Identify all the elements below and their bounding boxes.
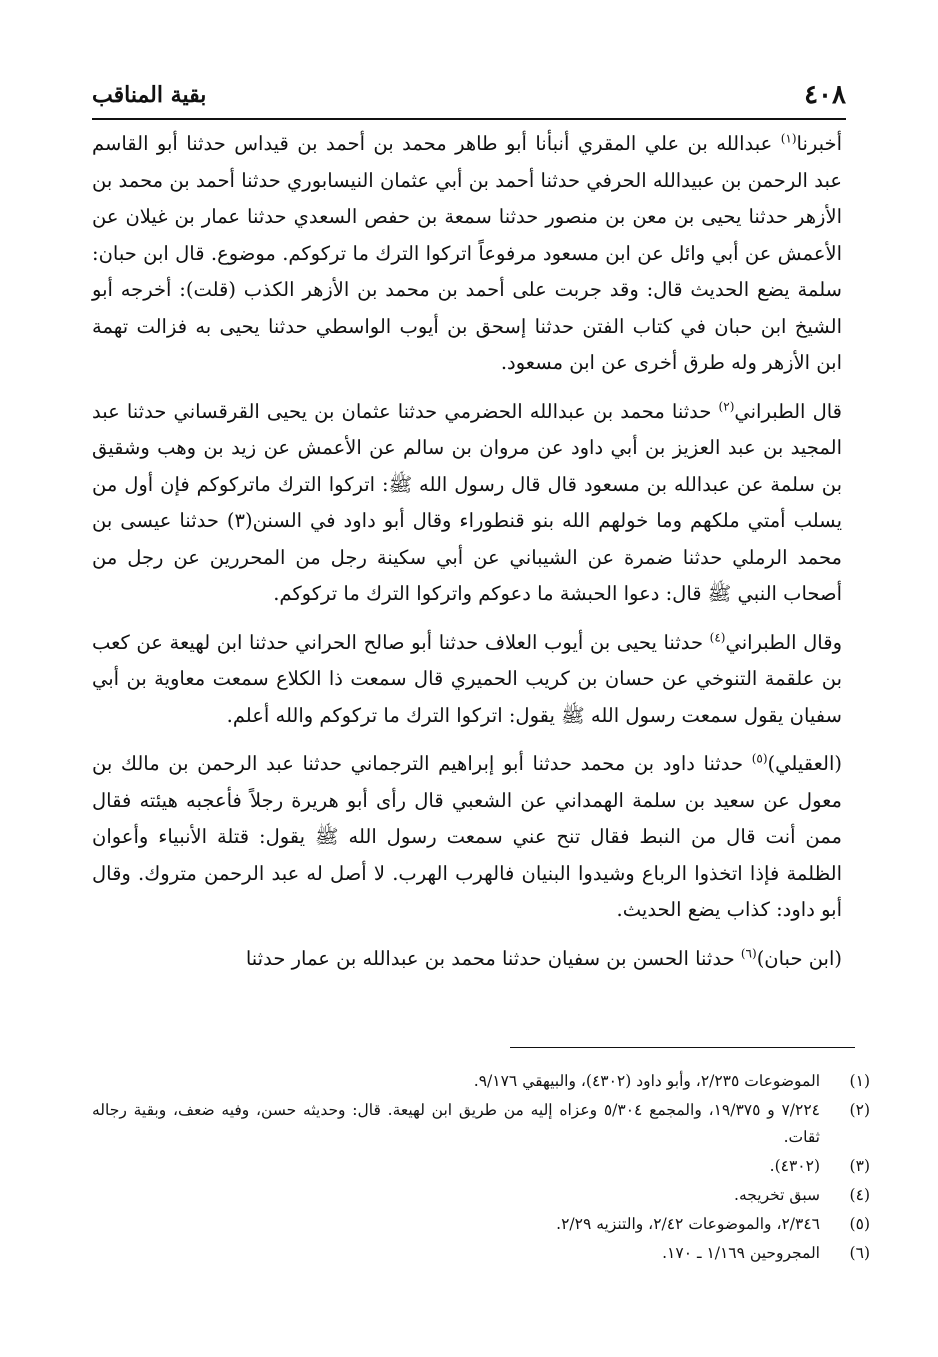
running-title: بقية المناقب (92, 82, 207, 108)
footnote-ref: (٦) (740, 946, 757, 960)
footnote-text: سبق تخريجه. (734, 1186, 820, 1204)
footnote-number: (٣) (849, 1157, 870, 1175)
paragraph (92, 126, 842, 382)
paragraph-lead: (ابن حبان) (756, 946, 842, 970)
footnotes (92, 1068, 870, 1269)
footnote-ref: (٢) (718, 399, 735, 413)
paragraph-text: حدثنا الحسن بن سفيان حدثنا محمد بن عبدالله بن عمار حدثنا (245, 946, 741, 970)
paragraph-text: حدثنا محمد بن عبدالله الحضرمي حدثنا عثمان بن يحيى القرقساني حدثنا عبد المجيد بن عبد العزيز بن أبي داود عن مروان بن سالم عن الأعمش عن زيد بن وهب وشقيق بن سلمة عن عبدالله بن مسعود قال قال رسول الله ﷺ: اتركوا الترك ماتركوكم فإن أول من يسلب أمتي ملكهم وما خولهم الله بنو قنطوراء وقال أبو داود في السنن(٣) حدثنا عيسى بن محمد الرملي حدثنا ضمرة عن الشيباني عن أبي سكينة رجل من المحررين عن رجل من أصحاب النبي ﷺ قال: دعوا الحبشة ما دعوكم واتركوا الترك ما تركوكم. (92, 399, 842, 605)
footnote-text: المجروحين ١/١٦٩ ـ ١٧٠. (662, 1244, 820, 1262)
footnote (92, 1240, 870, 1267)
paragraph-text: عبدالله بن علي المقري أنبأنا أبو طاهر محمد بن أحمد بن قيداس حدثنا أبو القاسم عبد الرحمن بن عبيدالله الحرفي حدثنا أحمد بن أبي عثمان النيسابوري حدثنا أحمد بن محمد بن الأزهر حدثنا يحيى بن معن بن منصور حدثنا سمعة بن حفص السعدي حدثنا عمار بن غيلان عن الأعمش عن أبي وائل عن ابن مسعود مرفوعاً اتركوا الترك ما تركوكم. موضوع. قال ابن حبان: سلمة يضع الحديث قال: وقد جربت على أحمد بن محمد بن الأزهر الكذب (قلت): أخرجه أبو الشيخ ابن حبان في كتاب الفتن حدثنا إسحق بن أيوب الواسطي حدثنا يحيى به فزالت تهمة ابن الأزهر وله طرق أخرى عن ابن مسعود. (92, 132, 842, 374)
footnote (92, 1153, 870, 1180)
footnote-number: (١) (849, 1072, 870, 1090)
footnote (92, 1211, 870, 1238)
footnote-divider (510, 1047, 855, 1048)
page-header (92, 78, 846, 120)
footnote-number: (٥) (849, 1215, 870, 1233)
footnote-number: (٢) (849, 1101, 870, 1119)
footnote-text: (٤٣٠٢). (769, 1157, 820, 1175)
footnote-number: (٦) (849, 1244, 870, 1262)
main-text (92, 126, 842, 989)
page-number: ٤٠٨ (804, 80, 846, 110)
paragraph-text: حدثنا داود بن محمد حدثنا أبو إبراهيم الترجماني حدثنا عبد الرحمن بن مالك بن معول عن سعيد بن سلمة الهمداني عن الشعبي قال رأى أبو هريرة رجلاً فأعجبه هيئته فقال ممن أنت قال من النبط فقال تنح عني سمعت رسول الله ﷺ يقول: قتلة الأنبياء وأعوان الظلمة فإذا اتخذوا الرباع وشيدوا البنيان فالهرب الهرب. لا أصل له عبد الرحمن متروك. وقال أبو داود: كذاب يضع الحديث. (92, 752, 842, 921)
paragraph (92, 625, 842, 735)
footnote (92, 1068, 870, 1095)
footnote-ref: (٥) (751, 751, 768, 766)
paragraph-lead: قال الطبراني (734, 399, 843, 423)
footnote-text: الموضوعات ٢/٢٣٥، وأبو داود (٤٣٠٢)، والبيهقي ٩/١٧٦. (473, 1072, 820, 1090)
paragraph (92, 394, 842, 613)
footnote (92, 1182, 870, 1209)
footnote-text: ٧/٢٢٤ و ١٩/٣٧٥، والمجمع ٥/٣٠٤ وعزاه إليه من طريق ابن لهيعة. قال: وحديثه حسن، وفيه ضعف، وبقية رجاله ثقات. (92, 1101, 820, 1146)
paragraph-lead: (العقيلي) (767, 752, 842, 775)
paragraph-lead: أخبرنا (796, 132, 842, 155)
paragraph (92, 941, 842, 978)
footnote-ref: (٤) (709, 630, 726, 644)
paragraph-text: حدثنا يحيى بن أيوب العلاف حدثنا أبو صالح الحراني حدثنا ابن لهيعة عن كعب بن علقمة التنوخي عن حسان بن كريب الحميري قال سمعت ذا الكلاع سمعت معاوية بن أبي سفيان يقول سمعت رسول الله ﷺ يقول: اتركوا الترك ما تركوكم والله أعلم. (92, 630, 842, 727)
footnote-text: ٢/٣٤٦، والموضوعات ٢/٤٢، والتنزيه ٢/٢٩. (556, 1215, 820, 1233)
footnote-ref: (١) (780, 131, 797, 146)
paragraph (92, 746, 842, 929)
footnote (92, 1097, 870, 1151)
paragraph-lead: وقال الطبراني (725, 630, 842, 654)
footnote-number: (٤) (849, 1186, 870, 1204)
